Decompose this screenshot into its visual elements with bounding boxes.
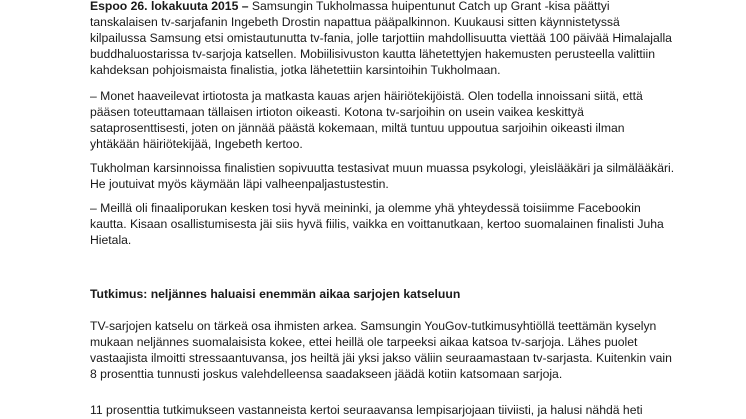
survey-paragraph [90,318,672,382]
quote2-line-3: Hietala. [90,233,132,247]
intro-line-4: buddhaluostarissa tv-sarjoja katsellen. Mobiilisivuston kautta lähetettyjen hakemusten perusteella valittiin [90,47,655,61]
intro-line-1 [90,0,672,14]
intro-paragraph [90,0,672,78]
intro-line-3: kilpailussa Samsung etsi omistautunutta tv-fania, jolle tarjottiin mahdollisuutta viettää 100 päivää Himalajalla [90,31,672,45]
quote2-line-1: – Meillä oli finaaliporukan kesken tosi hyvä meininki, ja olemme yhä yhteydessä toisiimme Facebookin [90,201,641,215]
finals-line-2: He joutuivat myös käymään läpi valheenpaljastustestin. [90,177,389,191]
last-paragraph [90,402,643,418]
survey-line-2: mukaan neljännes suomalaisista kokee, ettei heillä ole tarpeeksi aikaa katsoa tv-sarjoja. Lähes puolet [90,335,638,349]
dateline: Espoo 26. lokakuuta 2015 – [90,0,249,13]
quote2-line-2: kautta. Kisaan osallistumisesta jäi siis hyvä fiilis, vaikka en voittanutkaan, kertoo suomalainen finalisti Juha [90,217,664,231]
quote1-line-1: – Monet haaveilevat irtiotosta ja matkasta kauas arjen häiriötekijöistä. Olen todella innoissani siitä, että [90,89,643,103]
intro-line-5: kahdeksan pohjoismaista finalistia, jotka lähetettiin karsintoihin Tukholmaan. [90,63,501,77]
quote1-line-4: yhtäkään häiriötekijää, Ingebeth kertoo. [90,137,303,151]
finals-line-1: Tukholman karsinnoissa finalistien sopivuutta testasivat muun muassa psykologi, yleislääkäri ja silmälääkäri. [90,161,675,175]
quote-paragraph-1 [90,88,643,152]
intro-line-1-text: Samsungin Tukholmassa huipentunut Catch up Grant -kisa päättyi [248,0,610,13]
survey-line-1: TV-sarjojen katselu on tärkeä osa ihmisten arkea. Samsungin YouGov-tutkimusyhtiöllä teettämän kyselyn [90,319,657,333]
intro-line-2: tanskalaisen tv-sarjafanin Ingebeth Drostin napattua pääpalkinnon. Kuukausi sitten käynnistetyssä [90,15,620,29]
finals-paragraph [90,160,674,192]
quote1-line-2: pääsen toteuttamaan tällaisen irtioton oikeasti. Kotona tv-sarjoihin on usein vaikea keskittyä [90,105,584,119]
survey-line-4: 8 prosenttia tunnusti joskus valehdelleensa saadakseen jäädä kotiin katsomaan sarjoja. [90,367,563,381]
last-line-1: 11 prosenttia tutkimukseen vastanneista kertoi seuraavansa lempisarjojaan tiiviisti, ja halusi nähdä heti [90,403,643,417]
quote-paragraph-2 [90,200,664,248]
survey-line-3: vastaajista ilmoitti stressaantuvansa, jos heiltä jäi yksi jakso väliin seuraamastaan tv-sarjasta. Kuitenkin vain [90,351,672,365]
section-heading: Tutkimus: neljännes haluaisi enemmän aikaa sarjojen katseluun [90,287,461,301]
quote1-line-3: sataprosenttisesti, joten on jännää päästä kokemaan, miltä tuntuu uppoutua sarjoihin oikeasti ilman [90,121,625,135]
